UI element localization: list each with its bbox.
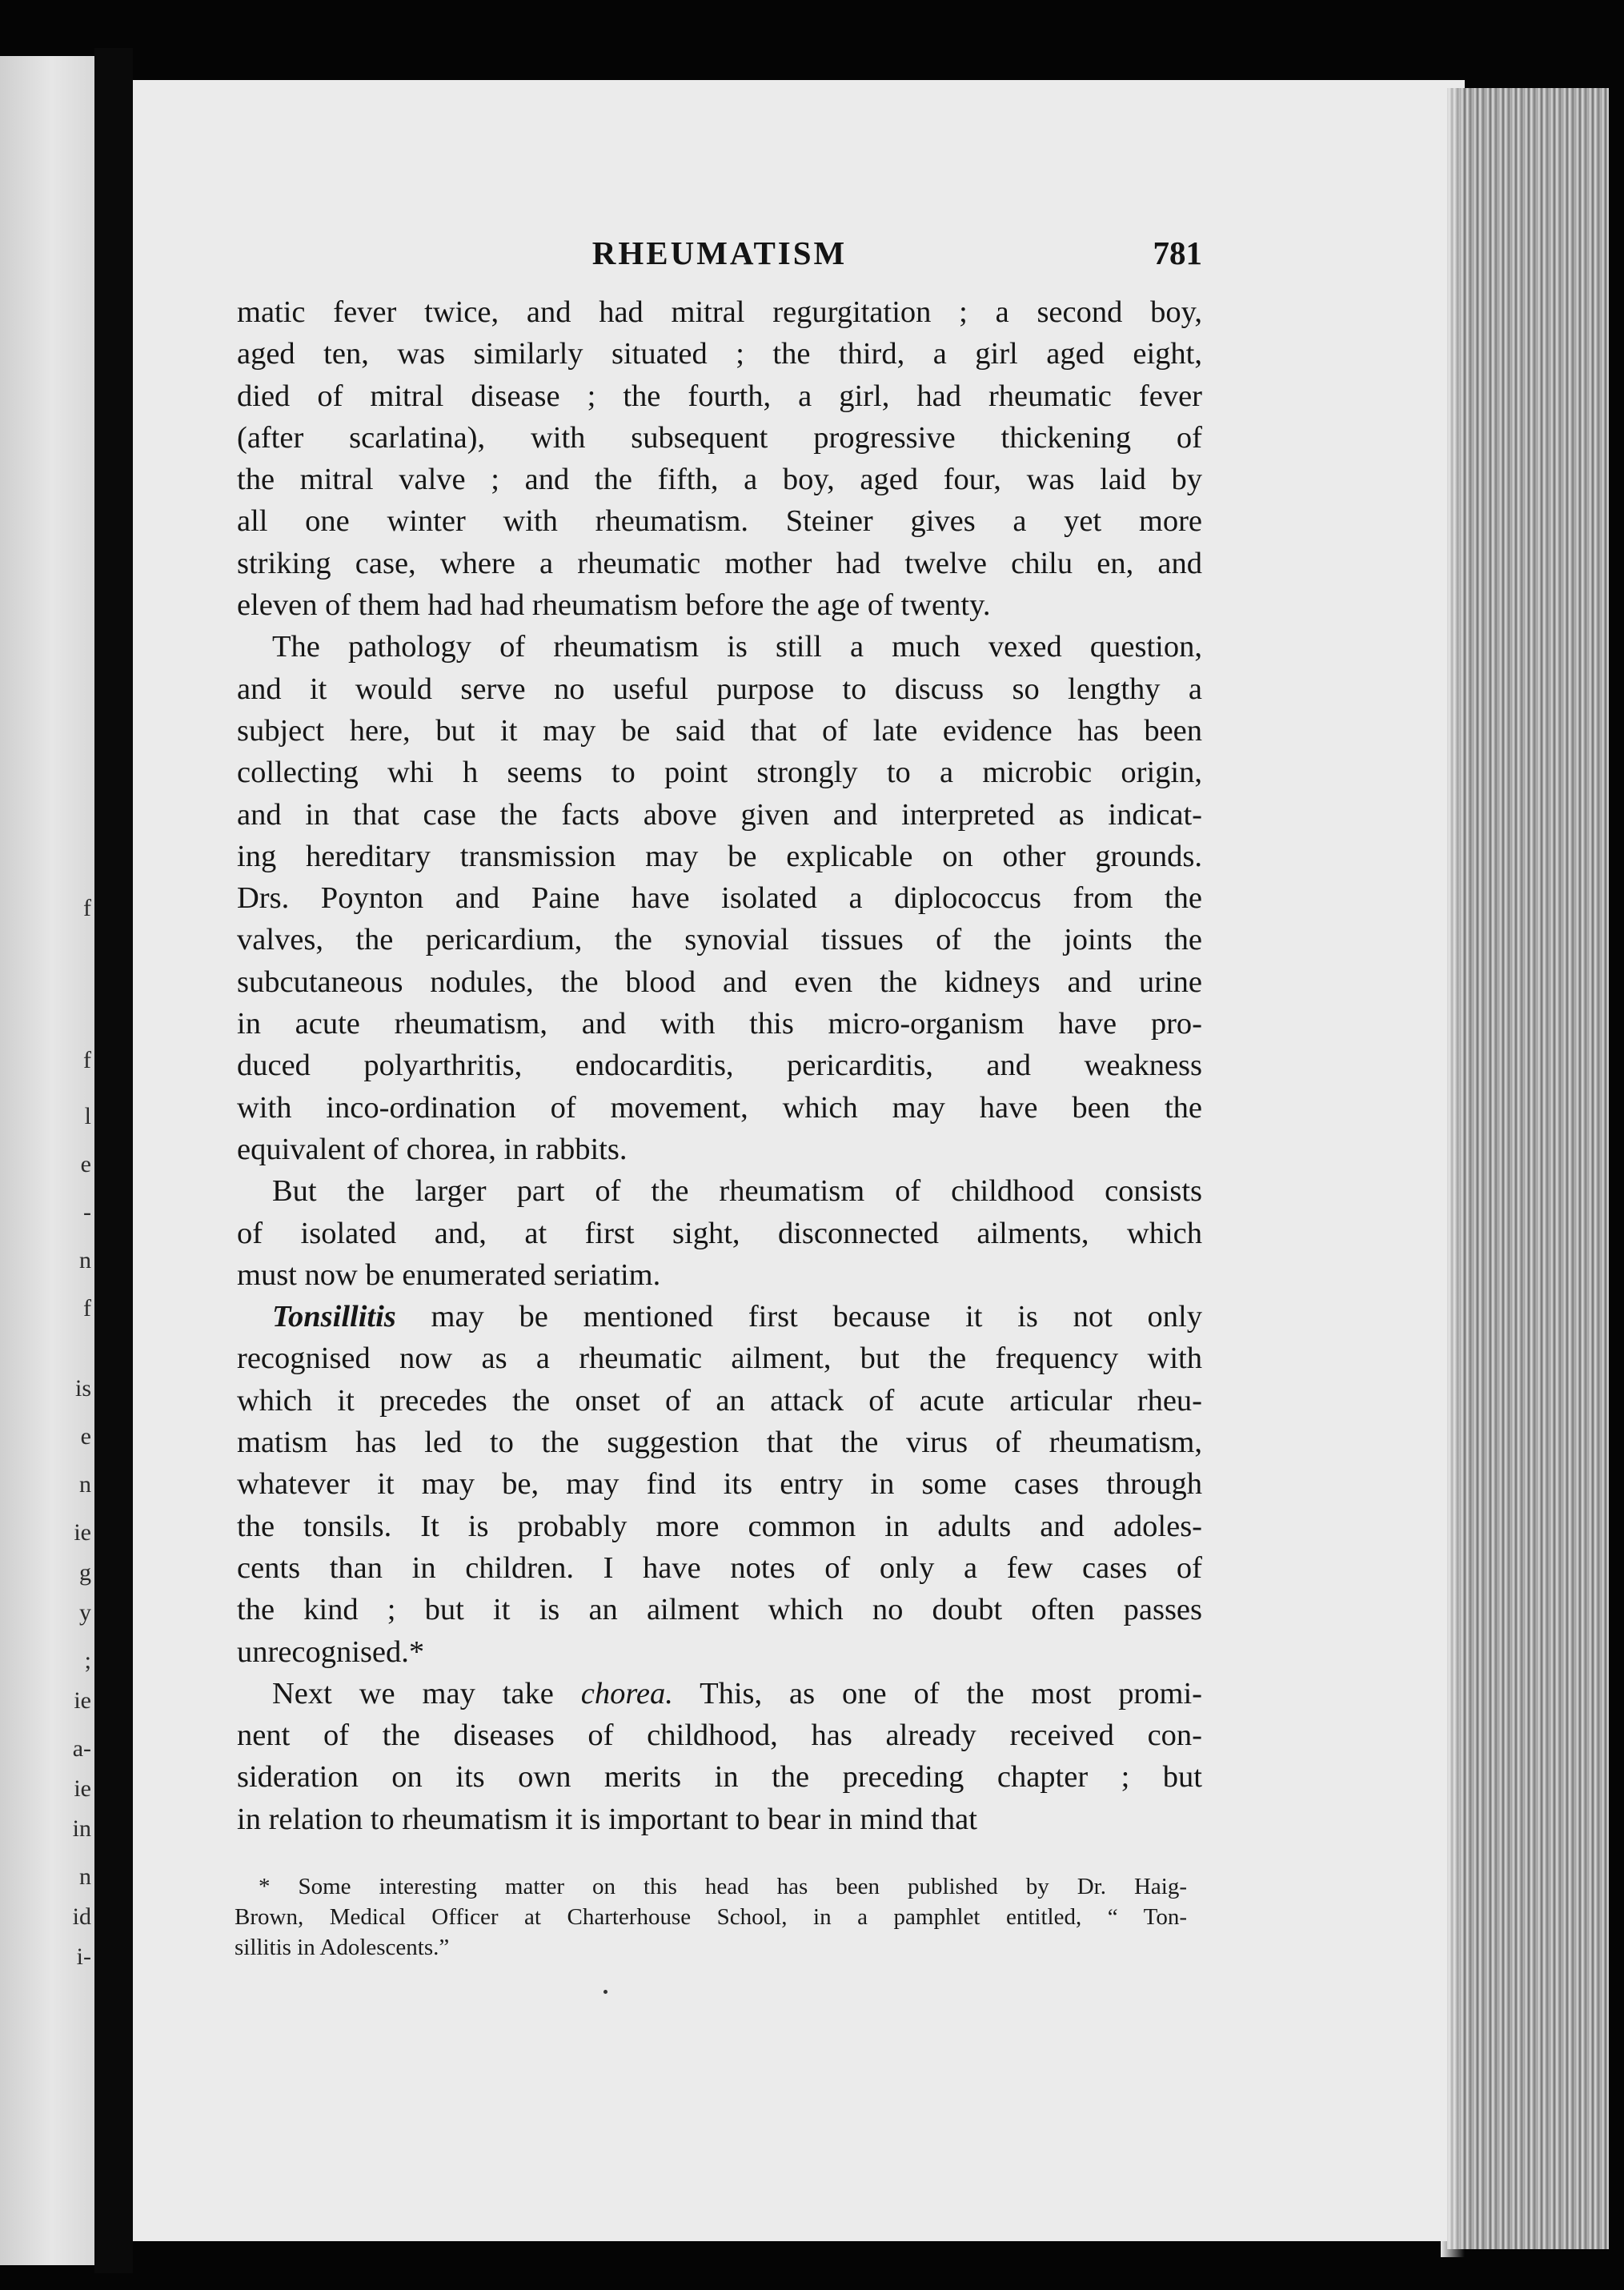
facing-page-fragment-char: id	[72, 1903, 91, 1930]
text-line: Next we may take chorea. This, as one of the most promi-	[272, 1676, 1202, 1710]
text-line: But the larger part of the rheumatism of childhood consists	[272, 1174, 1202, 1209]
text-line: and in that case the facts above given and interpreted as indicat-	[237, 797, 1202, 832]
text-line: valves, the pericardium, the synovial tissues of the joints the	[237, 923, 1202, 957]
facing-page-fragment-char: f	[83, 895, 91, 921]
text-line: with inco-ordination of movement, which may have been the	[237, 1090, 1202, 1125]
text-line: the kind ; but it is an ailment which no doubt often passes	[237, 1593, 1202, 1627]
facing-page-fragment-char: i-	[76, 1943, 91, 1970]
italic-term: chorea.	[580, 1676, 673, 1710]
text-line: of isolated and, at first sight, disconnected ailments, which	[237, 1216, 1202, 1250]
facing-page-fragment-char: n	[79, 1247, 91, 1273]
text-line: all one winter with rheumatism. Steiner gives a yet more	[237, 504, 1202, 539]
text-line: striking case, where a rheumatic mother had twelve chilu en, and	[237, 546, 1202, 580]
text-line: equivalent of chorea, in rabbits.	[237, 1132, 628, 1166]
text-line: collecting whi h seems to point strongly to a microbic origin,	[237, 756, 1202, 790]
facing-page-fragment-char: e	[80, 1423, 91, 1450]
facing-page-fragment-char: y	[79, 1599, 91, 1626]
facing-page-fragment-char: -	[83, 1199, 91, 1225]
text-line: subject here, but it may be said that of late evidence has been	[237, 713, 1202, 748]
running-head	[237, 234, 1202, 282]
facing-page-fragment	[0, 56, 94, 2265]
facing-page-fragment-char: is	[74, 1375, 91, 1402]
text-line: the mitral valve ; and the fifth, a boy, aged four, was laid by	[237, 463, 1202, 497]
footnote	[235, 1871, 1187, 1963]
text-line: matism has led to the suggestion that the virus of rheumatism,	[237, 1426, 1202, 1460]
footnote-line: sillitis in Adolescents.”	[235, 1935, 450, 1960]
text-line: Tonsillitis may be mentioned first because it is not only	[272, 1300, 1202, 1334]
text-line: Drs. Poynton and Paine have isolated a diplococcus from the	[237, 881, 1202, 916]
italic-term: Tonsillitis	[272, 1300, 396, 1334]
text-line: must now be enumerated seriatim.	[237, 1257, 661, 1292]
footnote-line: Brown, Medical Officer at Charterhouse School, in a pamphlet entitled, “ Ton-	[235, 1904, 1187, 1930]
text-line: The pathology of rheumatism is still a much vexed question,	[272, 630, 1202, 664]
facing-page-fragment-char: l	[84, 1103, 91, 1129]
facing-page-fragment-char: n	[79, 1863, 91, 1890]
page-edges	[1447, 88, 1609, 2249]
text-line: which it precedes the onset of an attack of acute articular rheu-	[237, 1383, 1202, 1418]
facing-page-fragment-char: e	[80, 1151, 91, 1177]
facing-page-fragment-char: ie	[74, 1687, 91, 1714]
text-line: cents than in children. I have notes of only a few cases of	[237, 1550, 1202, 1585]
text-line: duced polyarthritis, endocarditis, pericarditis, and weakness	[237, 1049, 1202, 1083]
text-line: in acute rheumatism, and with this micro-organism have pro-	[237, 1007, 1202, 1041]
text-line: sideration on its own merits in the preceding chapter ; but	[237, 1760, 1202, 1795]
facing-page-fragment-char: f	[83, 1047, 91, 1073]
text-line: the tonsils. It is probably more common in adults and adoles-	[237, 1509, 1202, 1543]
print-speck	[603, 1990, 607, 1994]
body-text	[237, 291, 1202, 1840]
text-line: whatever it may be, may find its entry in some cases through	[237, 1467, 1202, 1502]
facing-page-fragment-char: f	[83, 1295, 91, 1321]
facing-page-fragment-char: ie	[74, 1519, 91, 1546]
text-line: in relation to rheumatism it is important to bear in mind that	[237, 1802, 977, 1836]
facing-page-text-fragments	[0, 56, 94, 2265]
facing-page-fragment-char: ie	[74, 1775, 91, 1802]
facing-page-fragment-char: ;	[84, 1647, 91, 1674]
text-line: subcutaneous nodules, the blood and even the kidneys and urine	[237, 965, 1202, 999]
running-head-title: RHEUMATISM	[591, 235, 848, 271]
text-line: (after scarlatina), with subsequent progressive thickening of	[237, 420, 1202, 455]
facing-page-fragment-char: g	[79, 1559, 91, 1586]
book-gutter	[94, 48, 133, 2273]
text-line: and it would serve no useful purpose to discuss so lengthy a	[237, 672, 1202, 706]
text-line: unrecognised.*	[237, 1634, 425, 1669]
text-line: died of mitral disease ; the fourth, a girl, had rheumatic fever	[237, 379, 1202, 413]
footnote-line: * Some interesting matter on this head has been published by Dr. Haig-	[259, 1874, 1187, 1899]
facing-page-fragment-char: n	[79, 1471, 91, 1498]
facing-page-fragment-char: a-	[72, 1735, 91, 1762]
text-line: eleven of them had had rheumatism before the age of twenty.	[237, 588, 991, 623]
text-line: recognised now as a rheumatic ailment, but the frequency with	[237, 1342, 1202, 1376]
text-line: matic fever twice, and had mitral regurgitation ; a second boy,	[237, 295, 1202, 329]
page-edge-shading	[1441, 80, 1465, 2257]
facing-page-fragment-char: in	[72, 1815, 91, 1842]
text-line: ing hereditary transmission may be explicable on other grounds.	[237, 839, 1202, 873]
text-line: nent of the diseases of childhood, has already received con-	[237, 1719, 1202, 1753]
page-number: 781	[1153, 235, 1202, 271]
text-line: aged ten, was similarly situated ; the third, a girl aged eight,	[237, 337, 1202, 371]
